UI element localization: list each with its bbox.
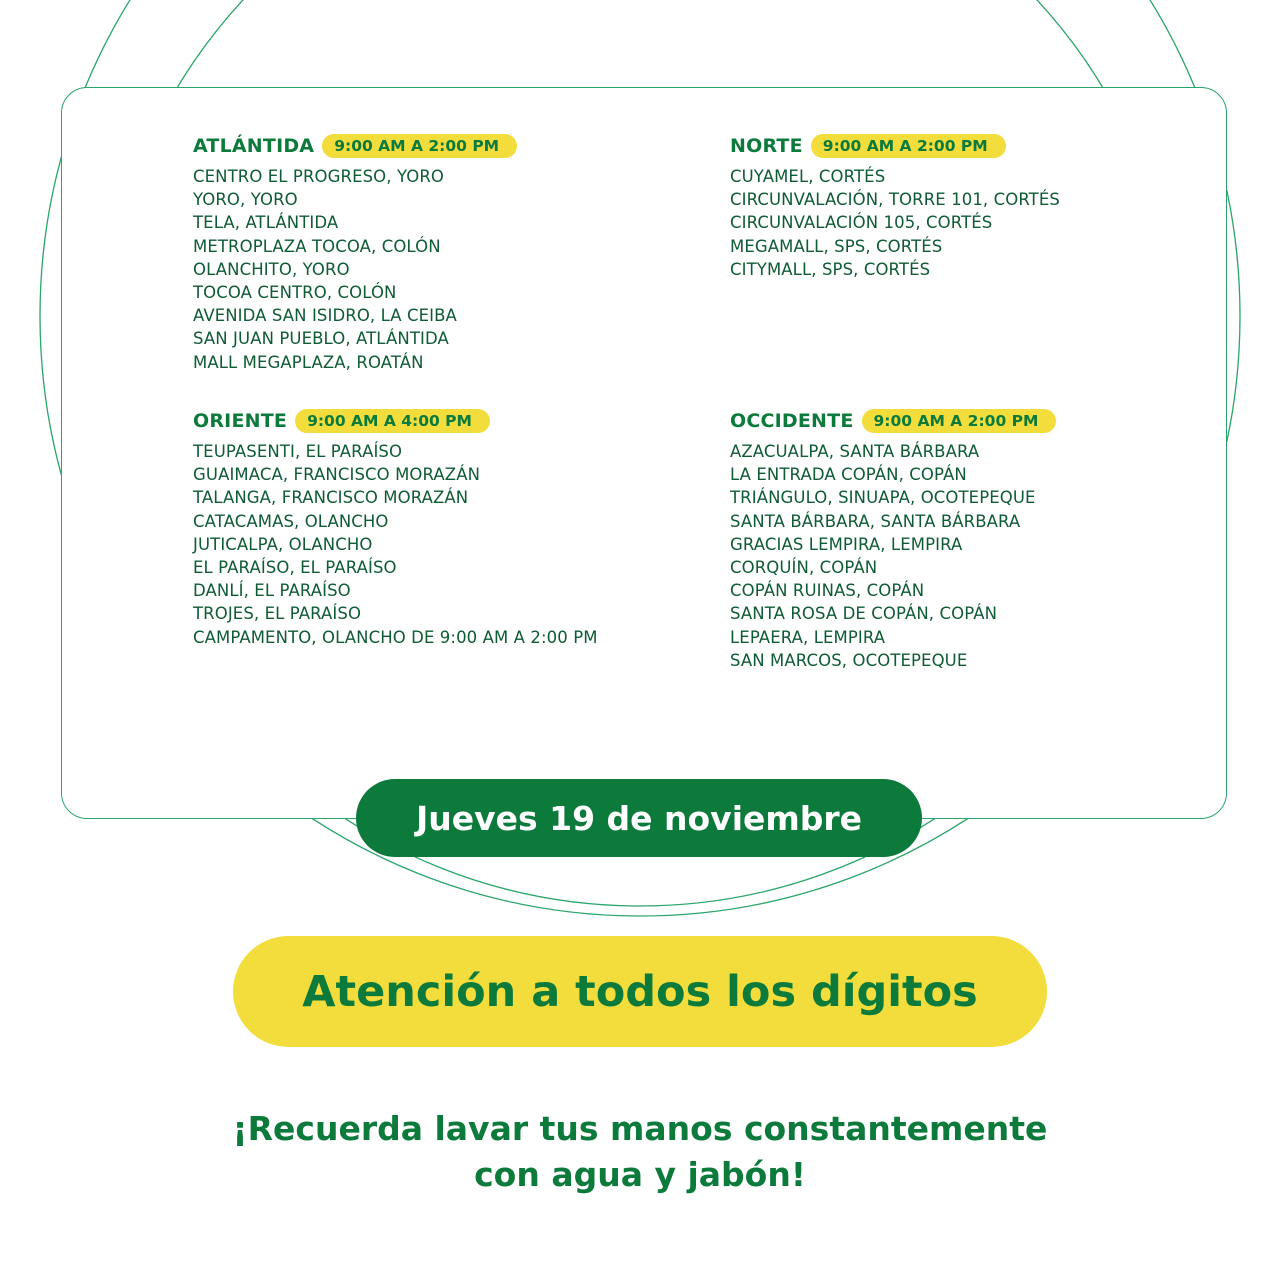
region-oriente [193, 408, 598, 649]
location-item: TALANGA, FRANCISCO MORAZÁN [193, 488, 469, 508]
location-item: DANLÍ, EL PARAÍSO [193, 581, 351, 601]
location-item: JUTICALPA, OLANCHO [193, 534, 373, 554]
location-item: LA ENTRADA COPÁN, COPÁN [730, 465, 967, 485]
location-item: TRIÁNGULO, SINUAPA, OCOTEPEQUE [730, 488, 1036, 508]
location-item: CORQUÍN, COPÁN [730, 558, 878, 578]
location-item: GUAIMACA, FRANCISCO MORAZÁN [193, 465, 481, 485]
location-item: CATACAMAS, OLANCHO [193, 511, 389, 531]
location-list [730, 440, 1056, 672]
location-item: CITYMALL, SPS, CORTÉS [730, 259, 931, 279]
location-item: COPÁN RUINAS, COPÁN [730, 581, 925, 601]
location-item: TEUPASENTI, EL PARAÍSO [193, 442, 403, 461]
region-atlantida [193, 133, 517, 374]
branches-card [61, 87, 1227, 819]
digits-banner: Atención a todos los dígitos [233, 936, 1047, 1047]
reminder-line-1: ¡Recuerda lavar tus manos constantemente [232, 1109, 1048, 1148]
location-item: AZACUALPA, SANTA BÁRBARA [730, 442, 980, 461]
location-item: TOCOA CENTRO, COLÓN [193, 283, 397, 303]
location-item: TROJES, EL PARAÍSO [193, 604, 362, 624]
region-norte [730, 133, 1060, 281]
location-item: TELA, ATLÁNTIDA [193, 213, 339, 233]
hours-badge: 9:00 AM A 2:00 PM [862, 409, 1057, 433]
hours-badge: 9:00 AM A 4:00 PM [295, 409, 490, 433]
region-name: ATLÁNTIDA [193, 135, 315, 157]
reminder-line-2: con agua y jabón! [474, 1155, 806, 1194]
region-header [193, 133, 517, 159]
location-item: SAN JUAN PUEBLO, ATLÁNTIDA [193, 329, 449, 349]
location-item: SANTA BÁRBARA, SANTA BÁRBARA [730, 511, 1021, 531]
location-item: MALL MEGAPLAZA, ROATÁN [193, 352, 424, 372]
region-occidente [730, 408, 1056, 672]
location-item: CAMPAMENTO, OLANCHO DE 9:00 AM A 2:00 PM [193, 627, 598, 647]
region-name: NORTE [730, 135, 803, 157]
location-item: SANTA ROSA DE COPÁN, COPÁN [730, 604, 998, 624]
location-item: CIRCUNVALACIÓN 105, CORTÉS [730, 213, 993, 233]
location-item: METROPLAZA TOCOA, COLÓN [193, 236, 441, 256]
location-list [193, 165, 517, 374]
location-item: CIRCUNVALACIÓN, TORRE 101, CORTÉS [730, 190, 1060, 210]
location-item: GRACIAS LEMPIRA, LEMPIRA [730, 534, 963, 554]
location-item: MEGAMALL, SPS, CORTÉS [730, 236, 943, 256]
region-name: OCCIDENTE [730, 410, 854, 432]
location-item: LEPAERA, LEMPIRA [730, 627, 886, 647]
location-list [193, 440, 598, 649]
region-header [193, 408, 598, 434]
handwash-reminder [140, 1106, 1140, 1198]
hours-badge: 9:00 AM A 2:00 PM [811, 134, 1006, 158]
hours-badge: 9:00 AM A 2:00 PM [322, 134, 517, 158]
region-header [730, 133, 1060, 159]
location-item: SAN MARCOS, OCOTEPEQUE [730, 650, 968, 670]
location-item: YORO, YORO [193, 190, 298, 210]
location-item: EL PARAÍSO, EL PARAÍSO [193, 558, 397, 578]
region-name: ORIENTE [193, 410, 288, 432]
location-item: CENTRO EL PROGRESO, YORO [193, 167, 444, 186]
location-item: AVENIDA SAN ISIDRO, LA CEIBA [193, 306, 457, 326]
region-header [730, 408, 1056, 434]
location-list [730, 165, 1060, 281]
location-item: OLANCHITO, YORO [193, 259, 350, 279]
location-item: CUYAMEL, CORTÉS [730, 167, 886, 186]
date-banner: Jueves 19 de noviembre [356, 779, 922, 857]
